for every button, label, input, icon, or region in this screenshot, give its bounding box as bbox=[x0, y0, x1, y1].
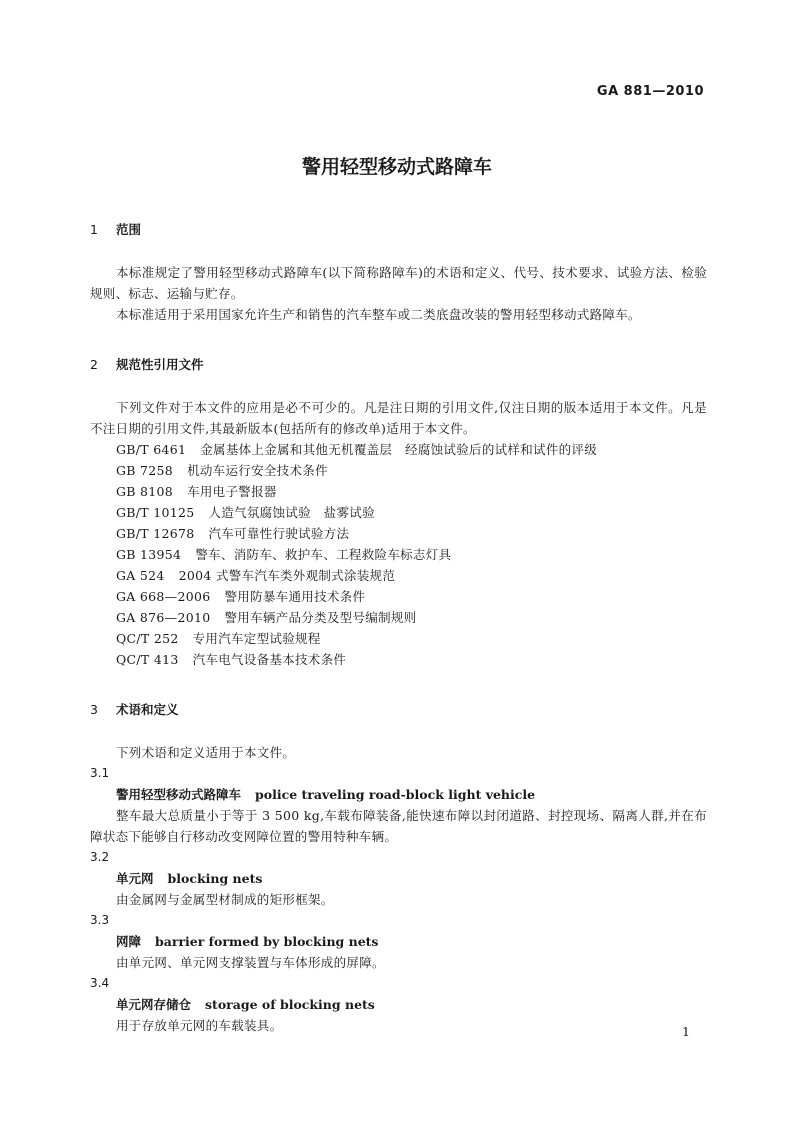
reference-code: GA 668—2006 bbox=[116, 589, 211, 604]
term-definition: 整车最大总质量小于等于 3 500 kg,车载布障装备,能快速布障以封闭道路、封控现场、隔离人群,并在布障状态下能够自行移动改变网障位置的警用特种车辆。 bbox=[90, 808, 707, 844]
standard-code: GA 881—2010 bbox=[596, 84, 704, 99]
term-entry bbox=[90, 763, 707, 847]
reference-item bbox=[90, 481, 707, 502]
reference-code: QC/T 252 bbox=[116, 631, 179, 646]
reference-title: 专用汽车定型试验规程 bbox=[192, 631, 321, 646]
term-number: 3.1 bbox=[90, 766, 110, 780]
reference-item bbox=[90, 502, 707, 523]
reference-code: GA 524 bbox=[116, 568, 165, 583]
reference-title: 金属基体上金属和其他无机覆盖层 经腐蚀试验后的试样和试件的评级 bbox=[200, 442, 598, 457]
reference-item bbox=[90, 544, 707, 565]
term-entry bbox=[90, 910, 707, 973]
term-name-en: blocking nets bbox=[167, 871, 263, 886]
reference-code: GA 876—2010 bbox=[116, 610, 211, 625]
reference-list bbox=[90, 439, 707, 670]
page-number: 1 bbox=[682, 1024, 690, 1039]
document-title: 警用轻型移动式路障车 bbox=[301, 156, 492, 178]
reference-code: GB/T 6461 bbox=[116, 442, 187, 457]
reference-code: GB/T 12678 bbox=[116, 526, 195, 541]
term-name bbox=[90, 868, 707, 889]
reference-item bbox=[90, 565, 707, 586]
term-definition: 由单元网、单元网支撑装置与车体形成的屏障。 bbox=[116, 955, 385, 970]
reference-item bbox=[90, 586, 707, 607]
scope-paragraph: 本标准规定了警用轻型移动式路障车(以下简称路障车)的术语和定义、代号、技术要求、试验方法、检验规则、标志、运输与贮存。 bbox=[90, 265, 707, 301]
reference-title: 人造气氛腐蚀试验 盐雾试验 bbox=[208, 505, 375, 520]
reference-item bbox=[90, 628, 707, 649]
term-name-en: barrier formed by blocking nets bbox=[155, 934, 379, 949]
section-number: 2 bbox=[90, 357, 98, 372]
section-title: 范围 bbox=[116, 222, 142, 237]
term-name-zh: 单元网存储仓 bbox=[116, 997, 192, 1012]
term-number: 3.4 bbox=[90, 976, 110, 990]
term-definition: 用于存放单元网的车载装具。 bbox=[116, 1018, 283, 1033]
reference-code: GB 8108 bbox=[116, 484, 174, 499]
reference-code: QC/T 413 bbox=[116, 652, 179, 667]
reference-title: 警用防暴车通用技术条件 bbox=[224, 589, 366, 604]
reference-item bbox=[90, 439, 707, 460]
term-name-zh: 警用轻型移动式路障车 bbox=[116, 787, 242, 802]
section-title: 规范性引用文件 bbox=[116, 357, 204, 372]
term-name-zh: 单元网 bbox=[116, 871, 154, 886]
term-number: 3.2 bbox=[90, 850, 110, 864]
section-number: 3 bbox=[90, 702, 98, 717]
reference-title: 警用车辆产品分类及型号编制规则 bbox=[224, 610, 417, 625]
normative-refs-intro: 下列文件对于本文件的应用是必不可少的。凡是注日期的引用文件,仅注日期的版本适用于本文件。凡是不注日期的引用文件,其最新版本(包括所有的修改单)适用于本文件。 bbox=[90, 400, 707, 436]
term-name-zh: 网障 bbox=[116, 934, 142, 949]
section-heading-scope bbox=[90, 222, 707, 238]
reference-item bbox=[90, 607, 707, 628]
reference-title: 机动车运行安全技术条件 bbox=[187, 463, 328, 478]
reference-item bbox=[90, 649, 707, 670]
term-name bbox=[90, 784, 707, 805]
term-entry bbox=[90, 973, 707, 1036]
reference-code: GB/T 10125 bbox=[116, 505, 195, 520]
term-number: 3.3 bbox=[90, 913, 110, 927]
section-heading-terms bbox=[90, 702, 707, 718]
document-body bbox=[90, 222, 707, 1036]
reference-title: 2004 式警车汽车类外观制式涂装规范 bbox=[178, 568, 396, 583]
reference-item bbox=[90, 460, 707, 481]
section-title: 术语和定义 bbox=[116, 702, 179, 717]
terms-intro: 下列术语和定义适用于本文件。 bbox=[116, 745, 296, 760]
reference-code: GB 7258 bbox=[116, 463, 174, 478]
reference-item bbox=[90, 523, 707, 544]
reference-title: 汽车可靠性行驶试验方法 bbox=[208, 526, 350, 541]
reference-title: 警车、消防车、救护车、工程救险车标志灯具 bbox=[195, 547, 452, 562]
reference-title: 汽车电气设备基本技术条件 bbox=[192, 652, 347, 667]
term-name bbox=[90, 931, 707, 952]
section-heading-normative-refs bbox=[90, 357, 707, 373]
section-number: 1 bbox=[90, 222, 98, 237]
term-name-en: police traveling road-block light vehicle bbox=[255, 787, 536, 802]
reference-title: 车用电子警报器 bbox=[187, 484, 277, 499]
reference-code: GB 13954 bbox=[116, 547, 182, 562]
term-definition: 由金属网与金属型材制成的矩形框架。 bbox=[116, 892, 334, 907]
scope-paragraph: 本标准适用于采用国家允许生产和销售的汽车整车或二类底盘改装的警用轻型移动式路障车。 bbox=[116, 307, 641, 322]
term-name bbox=[90, 994, 707, 1015]
term-entry bbox=[90, 847, 707, 910]
term-name-en: storage of blocking nets bbox=[205, 997, 375, 1012]
